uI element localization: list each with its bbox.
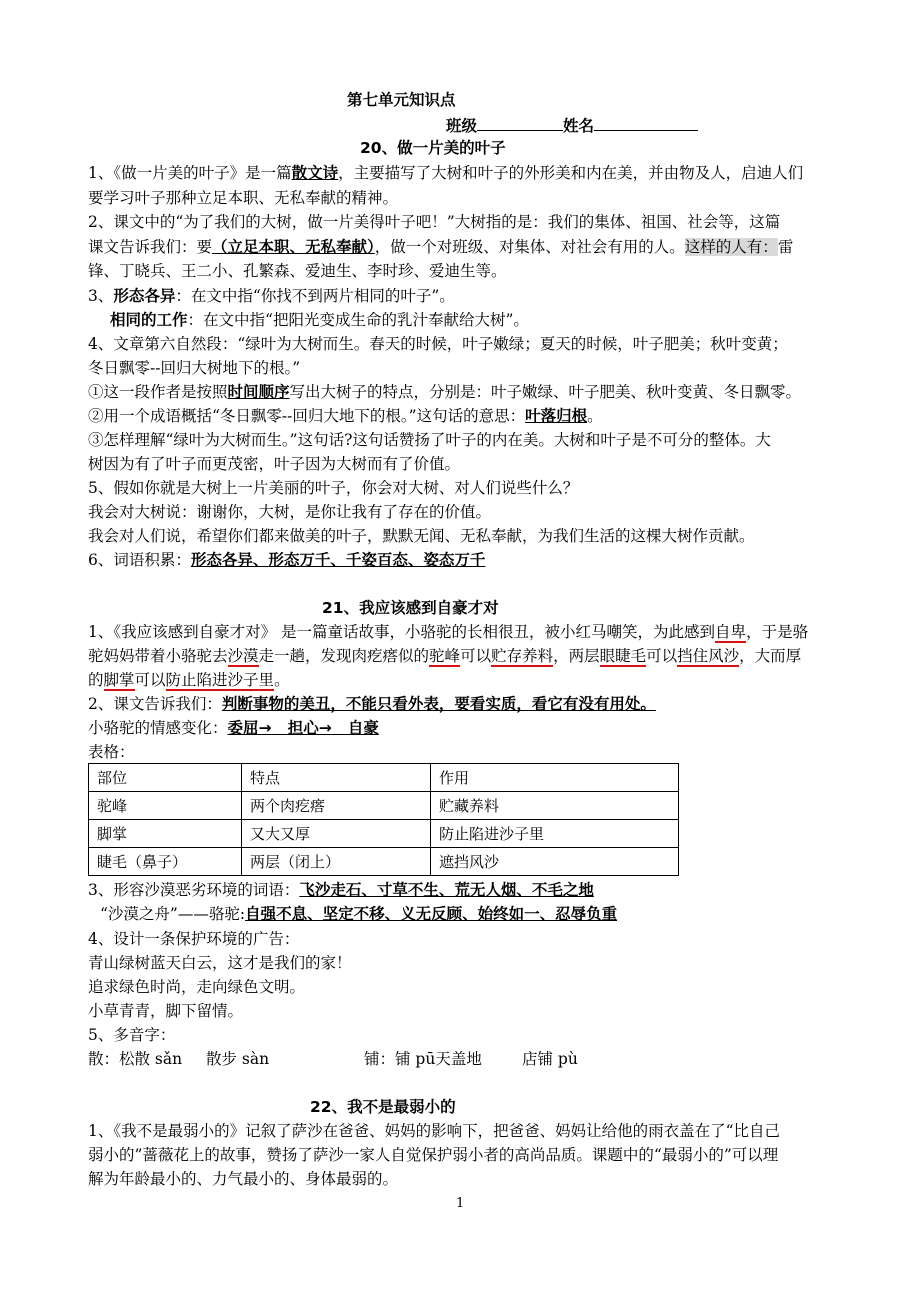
text: 小骆驼的情感变化： xyxy=(88,719,228,737)
s21-p5-line1: 5、多音字： xyxy=(88,1026,176,1044)
s21-p5-item-3: 铺：铺 pū天盖地 xyxy=(364,1050,482,1068)
class-name-line xyxy=(446,114,698,136)
s20-p3-line2 xyxy=(110,310,529,330)
table-cell: 两层（闭上） xyxy=(242,848,431,876)
text: 。 xyxy=(587,407,603,425)
table-row xyxy=(89,820,679,848)
s20-p1-line2: 要学习叶子那种立足本职、无私奉献的精神。 xyxy=(88,189,399,207)
text: 2、课文告诉我们： xyxy=(88,695,222,713)
page-number: 1 xyxy=(456,1196,465,1211)
table-cell: 脚掌 xyxy=(89,820,242,848)
keyword-prose-poem: 散文诗 xyxy=(291,164,339,182)
table-cell: 贮藏养料 xyxy=(431,792,679,820)
text: 驼妈妈带着小骆驼去 xyxy=(88,647,228,665)
text: ①这一段作者是按照 xyxy=(88,383,228,401)
text: 走一趟，发现肉疙瘩似的 xyxy=(258,647,430,665)
class-blank[interactable] xyxy=(477,114,563,131)
s21-p1-line1 xyxy=(88,622,808,642)
table-header-row xyxy=(89,764,679,792)
keyword: 防止陷进沙子里 xyxy=(165,671,275,689)
s21-p4-line2: 青山绿树蓝天白云，这才是我们的家！ xyxy=(88,954,352,972)
section-21-heading: 21、我应该感到自豪才对 xyxy=(322,599,499,617)
keyword: 形态各异 xyxy=(113,287,176,305)
table-cell: 特点 xyxy=(242,764,431,792)
s21-p1-line3 xyxy=(88,670,290,690)
table-row xyxy=(89,792,679,820)
table-cell: 遮挡风沙 xyxy=(431,848,679,876)
text: 写出大树子的特点，分别是：叶子嫩绿、叶子肥美、秋叶变黄、冬日飘零。 xyxy=(289,383,802,401)
s20-p4-line4 xyxy=(88,406,603,426)
keyword-list: 飞沙走石、寸草不生、荒无人烟、不毛之地 xyxy=(299,881,594,899)
table-cell: 防止陷进沙子里 xyxy=(431,820,679,848)
text: ：在文中指“把阳光变成生命的乳汁奉献给大树”。 xyxy=(187,311,529,329)
s21-p5-item-2: 散步 sàn xyxy=(206,1050,270,1068)
s21-p2-line1 xyxy=(88,694,656,714)
keyword: 眼睫毛 xyxy=(599,647,647,665)
s20-p5-line2: 我会对大树说：谢谢你，大树，是你让我有了存在的价值。 xyxy=(88,503,492,521)
name-blank[interactable] xyxy=(594,114,698,131)
s20-p4-line5: ③怎样理解“绿叶为大树而生。”这句话?这句话赞扬了叶子的内在美。大树和叶子是不可分的整体。大 xyxy=(88,431,771,449)
emotion-2: 担心→ xyxy=(287,719,332,737)
keyword-list: 形态各异、形态万千、千姿百态、姿态万千 xyxy=(190,551,486,569)
s22-p1-line2: 弱小的”蔷薇花上的故事，赞扬了萨沙一家人自觉保护弱小者的高尚品质。课题中的“最弱小的”可以理 xyxy=(88,1146,779,1164)
table-cell: 两个肉疙瘩 xyxy=(242,792,431,820)
keyword: 时间顺序 xyxy=(227,383,290,401)
text: ，做一个对班级、对集体、对社会有用的人。 xyxy=(374,238,685,256)
section-20-heading: 20、做一片美的叶子 xyxy=(360,139,506,157)
keyword: 相同的工作 xyxy=(110,311,188,329)
s20-p2-line3: 锋、丁晓兵、王二小、孔繁森、爱迪生、李时珍、爱迪生等。 xyxy=(88,262,507,280)
keyword: 贮存养料 xyxy=(491,647,554,665)
text: 课文告诉我们：要 xyxy=(88,238,213,256)
text: ②用一个成语概括“冬日飘零--回归大地下的根。”这句话的意思： xyxy=(88,407,526,425)
s22-p1-line1: 1、《我不是最弱小的》记叙了萨沙在爸爸、妈妈的影响下，把爸爸、妈妈让给他的雨衣盖在了“比自己 xyxy=(88,1122,781,1140)
s20-p2-line2 xyxy=(88,237,793,257)
keyword-lesson: 判断事物的美丑，不能只看外表，要看实质，看它有没有用处。 xyxy=(221,695,656,713)
s21-p3-line1 xyxy=(88,880,594,900)
s22-p1-line3: 解为年龄最小的、力气最小的、身体最弱的。 xyxy=(88,1170,399,1188)
s21-p3-line2 xyxy=(100,904,617,924)
s20-p4-line1: 4、文章第六自然段：“绿叶为大树而生。春天的时候，叶子嫩绿；夏天的时候，叶子肥美；秋叶变黄； xyxy=(88,335,788,353)
s20-p4-line6: 树因为有了叶子而更茂密，叶子因为大树而有了价值。 xyxy=(88,455,461,473)
s20-p5-line1: 5、假如你就是大树上一片美丽的叶子，你会对大树、对人们说些什么？ xyxy=(88,479,579,497)
s21-p4-line4: 小草青青，脚下留情。 xyxy=(88,1002,244,1020)
s20-p3-line1 xyxy=(88,286,455,306)
text: 可以 xyxy=(460,647,492,665)
table-cell: 部位 xyxy=(89,764,242,792)
text: 1、《做一片美的叶子》是一篇 xyxy=(88,164,292,182)
keyword: 驼峰 xyxy=(429,647,461,665)
s21-p2-line2 xyxy=(88,718,379,738)
keyword: 沙漠 xyxy=(227,647,259,665)
table-cell: 又大又厚 xyxy=(242,820,431,848)
table-cell: 作用 xyxy=(431,764,679,792)
text: 雷 xyxy=(777,238,794,256)
table-cell: 驼峰 xyxy=(89,792,242,820)
text: 6、词语积累： xyxy=(88,551,191,569)
camel-features-table xyxy=(88,763,679,876)
s20-p5-line3: 我会对人们说，希望你们都来做美的叶子，默默无闻、无私奉献，为我们生活的这棵大树作贡献。 xyxy=(88,527,755,545)
table-cell: 睫毛（鼻子） xyxy=(89,848,242,876)
s21-p1-line2 xyxy=(88,646,801,666)
s21-p5-item-1: 散：松散 sǎn xyxy=(88,1050,183,1068)
s21-p4-line1: 4、设计一条保护环境的广告： xyxy=(88,930,300,948)
name-label: 姓名 xyxy=(563,117,595,135)
emotion-3: 自豪 xyxy=(347,719,379,737)
text: 可以 xyxy=(646,647,678,665)
text: ，大而厚 xyxy=(739,647,802,665)
s20-p2-line1: 2、课文中的“为了我们的大树，做一片美得叶子吧！”大树指的是：我们的集体、祖国、社会等，这篇 xyxy=(88,213,781,231)
section-22-heading: 22、我不是最弱小的 xyxy=(310,1098,456,1116)
s20-p4-line2: 冬日飘零--回归大树地下的根。” xyxy=(88,359,301,377)
text: ：在文中指“你找不到两片相同的叶子”。 xyxy=(175,287,455,305)
text: ，两层 xyxy=(553,647,600,665)
s21-p5-item-4: 店铺 pù xyxy=(522,1050,578,1068)
highlighted-text: 这样的人有： xyxy=(684,238,778,256)
text: ，于是骆 xyxy=(746,623,809,641)
keyword: 挡住风沙 xyxy=(677,647,740,665)
text: 的 xyxy=(88,671,104,689)
emotion-1: 委屈→ xyxy=(227,719,272,737)
page-title: 第七单元知识点 xyxy=(347,91,456,109)
keyword: 叶落归根 xyxy=(525,407,588,425)
text: 3、形容沙漠恶劣环境的词语： xyxy=(88,881,300,899)
s20-p4-line3 xyxy=(88,382,801,402)
keyword-list: 自强不息、坚定不移、义无反顾、始终如一、忍辱负重 xyxy=(245,905,618,923)
table-label: 表格： xyxy=(88,743,135,761)
s20-p6 xyxy=(88,550,485,570)
text: “沙漠之舟”——骆驼: xyxy=(100,905,246,923)
keyword-answer: （立足本职、无私奉献） xyxy=(212,238,375,256)
text: ，主要描写了大树和叶子的外形美和内在美，并由物及人，启迪人们 xyxy=(338,164,804,182)
keyword: 脚掌 xyxy=(103,671,135,689)
text: 可以 xyxy=(134,671,166,689)
table-row xyxy=(89,848,679,876)
text: 。 xyxy=(274,671,290,689)
text: 3、 xyxy=(88,287,114,305)
keyword: 自卑 xyxy=(715,623,747,641)
s21-p4-line3: 追求绿色时尚，走向绿色文明。 xyxy=(88,978,306,996)
class-label: 班级 xyxy=(446,117,478,135)
text: 1、《我应该感到自豪才对》 是一篇童话故事，小骆驼的长相很丑，被小红马嘲笑，为此感到 xyxy=(88,623,716,641)
s20-p1-line1 xyxy=(88,163,803,183)
